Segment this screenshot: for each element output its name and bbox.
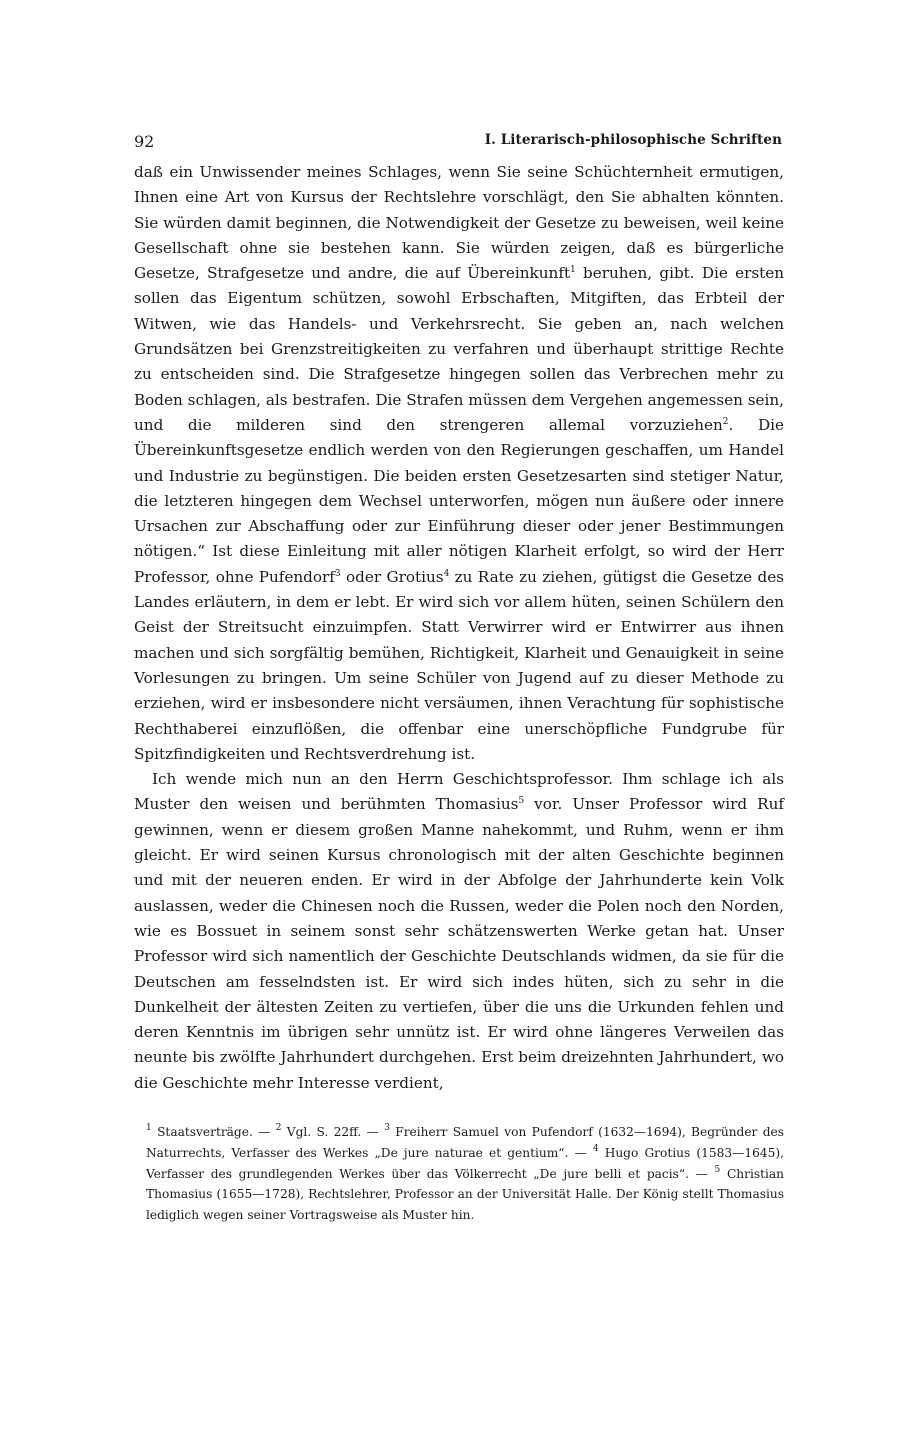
- footnote-ref-5: 5: [518, 796, 525, 807]
- footnote-ref-3: 3: [334, 568, 341, 579]
- paragraph-2-text-a: Ich wende mich nun an den Herrn Geschichtsprofessor. Ihm schlage ich als Muster den weisen und berühmten Thomasius: [134, 770, 784, 814]
- running-title: I. Literarisch-philosophische Schriften: [484, 132, 782, 148]
- paragraph-1-text-c: . Die Übereinkunftsgesetze endlich werden von den Regierungen geschaffen, um Handel und Industrie zu begünstigen. Die beiden ersten Gesetzesarten sind stetiger Natur, die letzteren hingegen dem Wechsel unterworfen, mögen nun äußere oder innere Ursachen zur Abschaffung oder zur Einführung dieser oder jener Bestimmungen nötigen.“ Ist diese Einleitung mit aller nötigen Klarheit erfolgt, so wird der Herr Professor, ohne Pufendorf: [134, 415, 784, 586]
- footnote-4-number: 4: [592, 1143, 599, 1154]
- footnote-1-number: 1: [146, 1122, 152, 1133]
- page-number: 92: [134, 132, 155, 151]
- footnote-2-number: 2: [275, 1122, 282, 1133]
- footnote-1-text: Staatsverträge. —: [151, 1124, 276, 1139]
- body-text: [134, 160, 784, 1096]
- footnote-ref-1: 1: [570, 265, 576, 276]
- paragraph-1: [134, 160, 784, 767]
- footnotes: [134, 1122, 784, 1226]
- footnote-ref-2: 2: [722, 416, 729, 427]
- running-head: [134, 126, 784, 160]
- paragraph-1-text-e: zu Rate zu ziehen, gütigst die Gesetze des Landes erläutern, in dem er lebt. Er wird sich vor allem hüten, seinen Schülern den Geist der Streitsucht einzuimpfen. Statt Verwirrer wird er Entwirrer aus ihnen machen und sich sorgfältig bemühen, Richtigkeit, Klarheit und Genauigkeit in seine Vorlesungen zu bringen. Um seine Schüler von Jugend auf zu dieser Methode zu erziehen, wird er insbesondere nicht versäumen, ihnen Verachtung für sophistische Rechthaberei einzuflößen, die offenbar eine unerschöpfliche Fundgrube für Spitzfindigkeiten und Rechtsverdrehung ist.: [134, 567, 784, 763]
- footnote-3-text: Freiherr Samuel von Pufendorf (1632—1694), Begründer des Naturrechts, Verfasser des Werkes „De jure naturae et gentium“. —: [146, 1124, 785, 1160]
- footnote-5-text: Christian Thomasius (1655—1728), Rechtslehrer, Professor an der Universität Halle. Der König stellt Thomasius lediglich wegen seiner Vortragsweise als Muster hin.: [146, 1166, 785, 1223]
- footnote-block: [134, 1122, 784, 1226]
- paragraph-2: [134, 767, 784, 1096]
- footnote-2-text: Vgl. S. 22ff. —: [281, 1124, 385, 1139]
- paragraph-1-text-a: daß ein Unwissender meines Schlages, wenn Sie seine Schüchternheit ermutigen, Ihnen eine Art von Kursus der Rechtslehre vorschlägt, den Sie abhalten könnten. Sie würden damit beginnen, die Notwendigkeit der Gesetze zu beweisen, weil keine Gesellschaft ohne sie bestehen kann. Sie würden zeigen, daß es bürgerliche Gesetze, Strafgesetze und andre, die auf Übereinkunft: [134, 163, 784, 283]
- book-page: [134, 126, 784, 1226]
- paragraph-2-text-b: vor. Unser Professor wird Ruf gewinnen, wenn er diesem großen Manne nahekommt, und Ruhm, wenn er ihm gleicht. Er wird seinen Kursus chronologisch mit der alten Geschichte beginnen und mit der neueren enden. Er wird in der Abfolge der Jahrhunderte kein Volk auslassen, weder die Chinesen noch die Russen, weder die Polen noch den Norden, wie es Bossuet in seinem sonst sehr schätzenswerten Werke getan hat. Unser Professor wird sich namentlich der Geschichte Deutschlands widmen, da sie für die Deutschen am fesselndsten ist. Er wird sich indes hüten, sich zu sehr in die Dunkelheit der ältesten Zeiten zu vertiefen, über die uns die Urkunden fehlen und deren Kenntnis im übrigen sehr unnütz ist. Er wird ohne längeres Verweilen das neunte bis zwölfte Jahrhundert durchgehen. Erst beim dreizehnten Jahrhundert, wo die Geschichte mehr Interesse verdient,: [134, 795, 784, 1092]
- footnote-ref-4: 4: [443, 568, 450, 579]
- footnote-5-number: 5: [714, 1164, 721, 1175]
- footnote-3-number: 3: [384, 1122, 390, 1133]
- paragraph-1-text-d: oder Grotius: [340, 567, 444, 586]
- paragraph-1-text-b: beruhen, gibt. Die ersten sollen das Eigentum schützen, sowohl Erbschaften, Mitgiften, das Erbteil der Witwen, wie das Handels- und Verkehrsrecht. Sie geben an, nach welchen Grundsätzen bei Grenzstreitigkeiten zu verfahren und überhaupt strittige Rechte zu entscheiden sind. Die Strafgesetze hingegen sollen das Verbrechen mehr zu Boden schlagen, als bestrafen. Die Strafen müssen dem Vergehen angemessen sein, und die milderen sind den strengeren allemal vorzuziehen: [134, 264, 784, 434]
- footnote-4-text: Hugo Grotius (1583—1645), Verfasser des grundlegenden Werkes über das Völkerrecht „De jure belli et pacis“. —: [146, 1145, 784, 1181]
